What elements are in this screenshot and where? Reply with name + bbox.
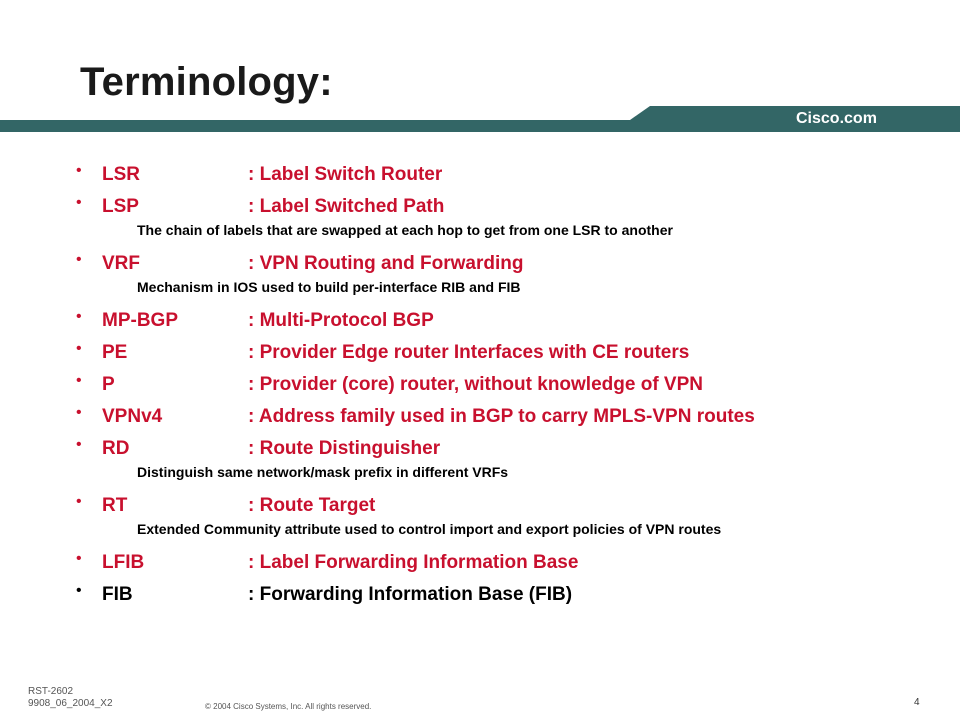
term-definition: : Route Target: [248, 495, 376, 516]
footer-codes: [28, 686, 113, 710]
term-label: MP-BGP: [102, 310, 178, 331]
term-definition: : Label Switched Path: [248, 196, 445, 217]
term-note: Distinguish same network/mask prefix in different VRFs: [137, 464, 509, 480]
term-label: P: [102, 374, 115, 395]
term-definition: : Label Switch Router: [248, 164, 443, 185]
list-item: [76, 402, 936, 434]
list-item: [76, 338, 936, 370]
banner-tab: [630, 106, 960, 132]
bullet-icon: •: [76, 404, 82, 421]
bullet-icon: •: [76, 194, 82, 211]
bullet-icon: •: [76, 436, 82, 453]
list-item: [76, 491, 936, 523]
term-definition: : Provider Edge router Interfaces with CE routers: [248, 342, 690, 363]
term-note: Extended Community attribute used to control import and export policies of VPN routes: [137, 521, 722, 537]
term-label: VPNv4: [102, 406, 163, 427]
list-item: [76, 192, 936, 224]
bullet-icon: •: [76, 251, 82, 268]
list-item: [76, 370, 936, 402]
term-note: The chain of labels that are swapped at each hop to get from one LSR to another: [137, 222, 673, 238]
term-definition: : Label Forwarding Information Base: [248, 552, 579, 573]
bullet-icon: •: [76, 493, 82, 510]
term-note: Mechanism in IOS used to build per-interface RIB and FIB: [137, 279, 521, 295]
list-item: [76, 160, 936, 192]
brand-label: Cisco.com: [796, 110, 877, 127]
bullet-icon: •: [76, 372, 82, 389]
bullet-icon: •: [76, 308, 82, 325]
list-item: [76, 434, 936, 466]
term-definition: : VPN Routing and Forwarding: [248, 253, 524, 274]
bullet-icon: •: [76, 162, 82, 179]
term-label: LSP: [102, 196, 139, 217]
term-definition: : Route Distinguisher: [248, 438, 441, 459]
term-label: VRF: [102, 253, 140, 274]
list-item: [76, 548, 936, 580]
terminology-list: [76, 160, 936, 612]
term-label: LFIB: [102, 552, 145, 573]
copyright-notice: © 2004 Cisco Systems, Inc. All rights reserved.: [205, 702, 372, 711]
slide-title: Terminology:: [80, 60, 333, 104]
bullet-icon: •: [76, 550, 82, 567]
list-item: [76, 306, 936, 338]
term-label: PE: [102, 342, 128, 363]
term-label: RT: [102, 495, 128, 516]
list-item: [76, 249, 936, 281]
slide-code: 9908_06_2004_X2: [28, 698, 113, 709]
term-label: LSR: [102, 164, 140, 185]
term-label: RD: [102, 438, 130, 459]
term-definition: : Forwarding Information Base (FIB): [248, 584, 573, 605]
course-code: RST-2602: [28, 686, 74, 697]
bullet-icon: •: [76, 340, 82, 357]
term-label: FIB: [102, 584, 133, 605]
term-definition: : Provider (core) router, without knowledge of VPN: [248, 374, 703, 395]
list-item: [76, 580, 936, 612]
page-number: 4: [914, 697, 920, 708]
bullet-icon: •: [76, 582, 82, 599]
term-definition: : Address family used in BGP to carry MPLS-VPN routes: [248, 406, 755, 427]
term-definition: : Multi-Protocol BGP: [248, 310, 434, 331]
